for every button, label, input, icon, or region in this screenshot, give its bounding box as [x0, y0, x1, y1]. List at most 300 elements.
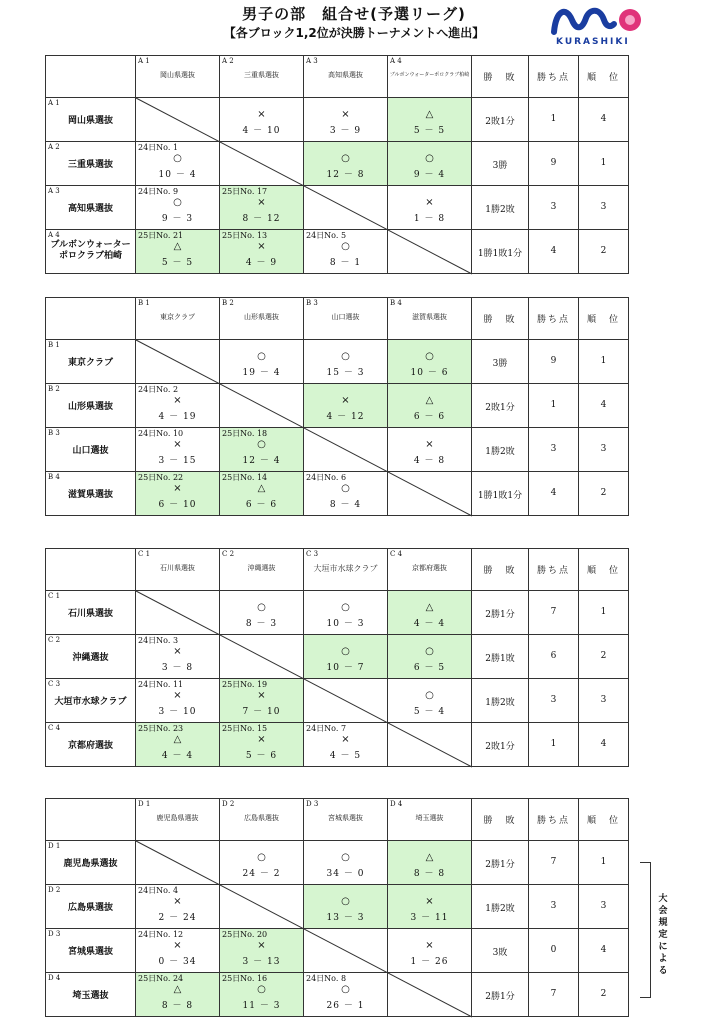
self-match-cell: [388, 723, 472, 767]
match-result-cell: [388, 186, 472, 230]
team-name-cell: [46, 428, 136, 472]
kurashiki-logo-icon: [548, 2, 648, 48]
points-cell: [529, 142, 579, 186]
record-cell: [472, 384, 529, 428]
result-mark: △: [425, 395, 434, 406]
header-team-name: 沖縄選抜: [247, 564, 276, 572]
points-cell: [529, 635, 579, 679]
points-value: 9: [550, 356, 557, 366]
match-result-cell: [220, 472, 304, 516]
self-match-cell: [304, 679, 388, 723]
result-mark: ×: [173, 896, 182, 907]
team-name-cell: [46, 929, 136, 973]
record-cell: [472, 885, 529, 929]
self-match-cell: [388, 973, 472, 1017]
rank-value: 3: [600, 695, 607, 705]
header-team-cell: [304, 56, 388, 98]
record-cell: [472, 679, 529, 723]
match-result-cell: [304, 98, 388, 142]
league-table-block-3: [45, 548, 629, 767]
game-number: 25日No. 24: [138, 974, 184, 983]
self-match-cell: [388, 230, 472, 274]
stat-header-cell: [529, 56, 579, 98]
stat-header-label: 勝ち点: [536, 315, 570, 325]
points-cell: [529, 230, 579, 274]
rank-value: 3: [600, 901, 607, 911]
game-number: 25日No. 15: [222, 724, 268, 733]
stat-header-label: 順 位: [586, 816, 620, 826]
game-number: 25日No. 23: [138, 724, 184, 733]
match-score: 6 － 6: [413, 412, 446, 422]
match-score: 9 － 3: [161, 214, 194, 224]
team-code: B 1: [48, 341, 60, 349]
match-result-cell: [304, 591, 388, 635]
match-result-cell: [304, 973, 388, 1017]
game-number: 24日No. 2: [138, 385, 179, 394]
header-team-name: 岡山県選抜: [160, 71, 195, 79]
result-mark: ○: [257, 984, 266, 995]
match-score: 4 － 12: [326, 412, 365, 422]
stat-header-label: 勝 敗: [483, 816, 517, 826]
team-name-cell: [46, 635, 136, 679]
result-mark: ×: [257, 734, 266, 745]
stat-header-label: 勝 敗: [483, 73, 517, 83]
win-loss-record: 1勝2敗: [485, 904, 515, 914]
result-mark: △: [173, 241, 182, 252]
team-name: 埼玉選抜: [72, 991, 109, 1001]
match-result-cell: [136, 230, 220, 274]
self-match-cell: [220, 384, 304, 428]
points-cell: [529, 885, 579, 929]
points-value: 4: [550, 488, 557, 498]
team-name: 京都府選抜: [67, 741, 113, 751]
result-mark: ○: [341, 602, 350, 613]
win-loss-record: 1勝1敗1分: [477, 249, 523, 259]
match-score: 4 － 9: [245, 258, 278, 268]
team-name-cell: [46, 885, 136, 929]
result-mark: ○: [341, 646, 350, 657]
team-code: B 4: [48, 473, 60, 481]
match-score: 12 － 8: [326, 170, 365, 180]
match-score: 3 － 15: [158, 456, 197, 466]
result-mark: △: [257, 483, 266, 494]
match-result-cell: [220, 340, 304, 384]
header-team-name: 京都府選抜: [412, 564, 447, 572]
game-number: 25日No. 21: [138, 231, 184, 240]
team-code: C 3: [306, 550, 319, 558]
team-code: C 4: [48, 724, 61, 732]
team-code: D 2: [222, 800, 235, 808]
team-code: A 4: [48, 231, 60, 239]
result-mark: ○: [341, 896, 350, 907]
self-match-cell: [388, 472, 472, 516]
result-mark: ○: [257, 602, 266, 613]
game-number: 24日No. 4: [138, 886, 179, 895]
game-number: 25日No. 17: [222, 187, 268, 196]
self-match-cell: [220, 635, 304, 679]
team-name: 広島県選抜: [67, 903, 113, 913]
record-cell: [472, 428, 529, 472]
match-score: 11 － 3: [242, 1001, 281, 1011]
match-score: 8 － 3: [245, 619, 278, 629]
stat-header-label: 順 位: [586, 73, 620, 83]
rank-cell: [579, 723, 629, 767]
match-score: 4 － 8: [413, 456, 446, 466]
points-value: 3: [550, 444, 557, 454]
stat-header-cell: [579, 799, 629, 841]
stat-header-cell: [472, 298, 529, 340]
game-number: 25日No. 13: [222, 231, 268, 240]
result-mark: ×: [341, 109, 350, 120]
match-result-cell: [388, 885, 472, 929]
match-result-cell: [304, 340, 388, 384]
team-code: C 1: [138, 550, 151, 558]
win-loss-record: 1勝2敗: [485, 447, 515, 457]
points-value: 9: [550, 158, 557, 168]
team-name-cell: [46, 98, 136, 142]
match-score: 9 － 4: [413, 170, 446, 180]
match-result-cell: [136, 428, 220, 472]
game-number: 25日No. 20: [222, 930, 268, 939]
league-table-block-2: [45, 297, 629, 516]
team-name: ブルボンウォーター ポロクラブ柏崎: [50, 240, 131, 261]
win-loss-record: 2敗1分: [485, 742, 515, 752]
team-code: D 3: [306, 800, 319, 808]
points-value: 4: [550, 246, 557, 256]
rank-cell: [579, 142, 629, 186]
team-code: C 1: [48, 592, 61, 600]
header-team-name: 東京クラブ: [160, 313, 195, 321]
match-score: 10 － 3: [326, 619, 365, 629]
record-cell: [472, 186, 529, 230]
record-cell: [472, 635, 529, 679]
win-loss-record: 2勝1分: [485, 860, 515, 870]
result-mark: ○: [257, 351, 266, 362]
match-result-cell: [136, 472, 220, 516]
match-result-cell: [388, 841, 472, 885]
game-number: 24日No. 3: [138, 636, 179, 645]
points-cell: [529, 929, 579, 973]
league-table-block-4: [45, 798, 629, 1017]
team-code: B 3: [48, 429, 60, 437]
match-score: 4 － 4: [161, 751, 194, 761]
points-value: 0: [550, 945, 557, 955]
win-loss-record: 3勝: [492, 359, 508, 369]
match-score: 10 － 7: [326, 663, 365, 673]
team-code: A 1: [48, 99, 60, 107]
result-mark: ○: [341, 984, 350, 995]
match-result-cell: [304, 384, 388, 428]
match-score: 8 － 1: [329, 258, 362, 268]
header-team-name: 山形県選抜: [244, 313, 279, 321]
rank-cell: [579, 973, 629, 1017]
match-score: 1 － 8: [413, 214, 446, 224]
rank-value: 4: [600, 945, 607, 955]
points-value: 7: [550, 607, 557, 617]
header-team-cell: [136, 549, 220, 591]
points-value: 3: [550, 695, 557, 705]
match-result-cell: [388, 142, 472, 186]
points-cell: [529, 723, 579, 767]
diagonal-line: [136, 591, 219, 634]
rank-cell: [579, 841, 629, 885]
header-team-name: 大垣市水球クラブ: [313, 564, 378, 573]
self-match-cell: [304, 186, 388, 230]
record-cell: [472, 142, 529, 186]
match-score: 8 － 8: [413, 869, 446, 879]
record-cell: [472, 98, 529, 142]
team-name-cell: [46, 973, 136, 1017]
self-match-cell: [304, 428, 388, 472]
rank-value: 3: [600, 444, 607, 454]
match-result-cell: [136, 384, 220, 428]
win-loss-record: 2勝1分: [485, 992, 515, 1002]
header-team-name: 山口選抜: [331, 313, 360, 321]
stat-header-cell: [472, 56, 529, 98]
match-result-cell: [220, 98, 304, 142]
header-team-cell: [388, 56, 472, 98]
result-mark: ×: [257, 109, 266, 120]
match-result-cell: [304, 142, 388, 186]
team-name: 石川県選抜: [67, 609, 113, 619]
points-cell: [529, 384, 579, 428]
team-name: 山形県選抜: [67, 402, 113, 412]
match-result-cell: [304, 635, 388, 679]
rank-cell: [579, 591, 629, 635]
team-name-cell: [46, 472, 136, 516]
match-score: 12 － 4: [242, 456, 281, 466]
result-mark: ○: [341, 483, 350, 494]
stat-header-cell: [529, 799, 579, 841]
result-mark: △: [173, 984, 182, 995]
header-team-name: 鹿児島県選抜: [156, 814, 199, 822]
diagonal-line: [136, 340, 219, 383]
rank-value: 1: [600, 158, 607, 168]
header-team-name: ブルボンウォーターポロクラブ柏崎: [389, 72, 470, 78]
match-score: 1 － 26: [410, 957, 449, 967]
match-score: 3 － 8: [161, 663, 194, 673]
rank-value: 2: [600, 246, 607, 256]
rank-cell: [579, 230, 629, 274]
match-score: 3 － 10: [158, 707, 197, 717]
match-result-cell: [388, 635, 472, 679]
result-mark: ×: [341, 734, 350, 745]
result-mark: ○: [425, 351, 434, 362]
self-match-cell: [220, 142, 304, 186]
header-team-name: 高知県選抜: [328, 71, 363, 79]
result-mark: ×: [341, 395, 350, 406]
header-team-cell: [304, 298, 388, 340]
record-cell: [472, 973, 529, 1017]
points-value: 7: [550, 989, 557, 999]
result-mark: ×: [173, 940, 182, 951]
game-number: 25日No. 18: [222, 429, 268, 438]
result-mark: ○: [341, 153, 350, 164]
match-result-cell: [388, 98, 472, 142]
points-cell: [529, 186, 579, 230]
result-mark: ○: [341, 351, 350, 362]
game-number: 24日No. 6: [306, 473, 347, 482]
game-number: 25日No. 19: [222, 680, 268, 689]
result-mark: ○: [425, 646, 434, 657]
team-name-cell: [46, 384, 136, 428]
kurashiki-logo: [548, 2, 648, 48]
match-result-cell: [220, 679, 304, 723]
record-cell: [472, 472, 529, 516]
points-value: 7: [550, 857, 557, 867]
team-code: B 3: [306, 299, 318, 307]
match-score: 5 － 6: [245, 751, 278, 761]
self-match-cell: [136, 841, 220, 885]
win-loss-record: 3敗: [492, 948, 508, 958]
match-result-cell: [136, 142, 220, 186]
team-code: A 4: [390, 57, 402, 65]
stat-header-label: 勝ち点: [536, 73, 570, 83]
team-name-cell: [46, 230, 136, 274]
self-match-cell: [220, 885, 304, 929]
stat-header-label: 勝 敗: [483, 315, 517, 325]
corner-cell: [46, 549, 136, 591]
match-score: 4 － 5: [329, 751, 362, 761]
game-number: 24日No. 11: [138, 680, 184, 689]
header-team-name: 埼玉選抜: [415, 814, 444, 822]
stat-header-label: 順 位: [586, 315, 620, 325]
header-team-cell: [136, 298, 220, 340]
match-result-cell: [388, 428, 472, 472]
win-loss-record: 1勝2敗: [485, 205, 515, 215]
points-cell: [529, 428, 579, 472]
self-match-cell: [304, 929, 388, 973]
header-team-name: 滋賀県選抜: [412, 313, 447, 321]
match-result-cell: [388, 340, 472, 384]
team-code: A 1: [138, 57, 150, 65]
game-number: 25日No. 14: [222, 473, 268, 482]
team-code: D 1: [48, 842, 61, 850]
stat-header-cell: [579, 298, 629, 340]
header-team-cell: [136, 799, 220, 841]
game-number: 24日No. 5: [306, 231, 347, 240]
match-score: 4 － 4: [413, 619, 446, 629]
match-result-cell: [220, 428, 304, 472]
match-score: 8 － 8: [161, 1001, 194, 1011]
game-number: 24日No. 9: [138, 187, 179, 196]
match-result-cell: [388, 679, 472, 723]
points-cell: [529, 340, 579, 384]
match-score: 0 － 34: [158, 957, 197, 967]
game-number: 25日No. 22: [138, 473, 184, 482]
match-result-cell: [220, 973, 304, 1017]
rank-cell: [579, 472, 629, 516]
match-result-cell: [136, 679, 220, 723]
note-bracket: [640, 862, 651, 998]
match-result-cell: [304, 841, 388, 885]
result-mark: ×: [173, 483, 182, 494]
match-score: 3 － 11: [410, 913, 449, 923]
result-mark: △: [425, 602, 434, 613]
match-score: 7 － 10: [242, 707, 281, 717]
match-score: 19 － 4: [242, 368, 281, 378]
team-name: 滋賀県選抜: [67, 490, 113, 500]
rank-cell: [579, 885, 629, 929]
win-loss-record: 2勝1分: [485, 610, 515, 620]
tiebreak-note: 大会規定による: [658, 894, 668, 976]
match-result-cell: [136, 723, 220, 767]
rank-value: 1: [600, 857, 607, 867]
team-code: C 2: [222, 550, 235, 558]
points-value: 6: [550, 651, 557, 661]
rank-cell: [579, 186, 629, 230]
points-value: 3: [550, 901, 557, 911]
match-result-cell: [220, 841, 304, 885]
points-value: 3: [550, 202, 557, 212]
points-cell: [529, 98, 579, 142]
match-score: 8 － 4: [329, 500, 362, 510]
team-name: 東京クラブ: [67, 358, 113, 368]
match-result-cell: [136, 973, 220, 1017]
team-name-cell: [46, 723, 136, 767]
diagonal-line: [136, 98, 219, 141]
rank-value: 1: [600, 356, 607, 366]
rank-cell: [579, 635, 629, 679]
match-score: 34 － 0: [326, 869, 365, 879]
corner-cell: [46, 56, 136, 98]
match-score: 3 － 9: [329, 126, 362, 136]
result-mark: ○: [173, 197, 182, 208]
team-code: C 2: [48, 636, 61, 644]
header-team-cell: [220, 549, 304, 591]
result-mark: △: [425, 109, 434, 120]
team-code: B 4: [390, 299, 402, 307]
header-team-cell: [220, 298, 304, 340]
kurashiki-logo-text: KURASHIKI: [556, 37, 630, 47]
game-number: 24日No. 8: [306, 974, 347, 983]
win-loss-record: 2敗1分: [485, 403, 515, 413]
stat-header-label: 勝 敗: [483, 566, 517, 576]
stat-header-cell: [472, 549, 529, 591]
team-name: 山口選抜: [72, 446, 109, 456]
header-team-cell: [220, 56, 304, 98]
match-score: 5 － 4: [413, 707, 446, 717]
game-number: 24日No. 10: [138, 429, 184, 438]
rank-value: 2: [600, 651, 607, 661]
game-number: 24日No. 12: [138, 930, 184, 939]
league-table-block-1: [45, 55, 629, 274]
team-code: A 2: [222, 57, 234, 65]
stat-header-cell: [472, 799, 529, 841]
match-score: 6 － 6: [245, 500, 278, 510]
result-mark: ×: [257, 940, 266, 951]
result-mark: ×: [425, 896, 434, 907]
self-match-cell: [136, 98, 220, 142]
match-score: 10 － 4: [158, 170, 197, 180]
match-score: 6 － 5: [413, 663, 446, 673]
record-cell: [472, 230, 529, 274]
match-score: 3 － 13: [242, 957, 281, 967]
team-code: D 3: [48, 930, 61, 938]
record-cell: [472, 591, 529, 635]
team-code: D 1: [138, 800, 151, 808]
rank-cell: [579, 929, 629, 973]
header-team-cell: [136, 56, 220, 98]
match-result-cell: [136, 635, 220, 679]
match-result-cell: [220, 186, 304, 230]
team-code: B 1: [138, 299, 150, 307]
self-match-cell: [136, 340, 220, 384]
rank-value: 4: [600, 739, 607, 749]
result-mark: ×: [257, 197, 266, 208]
match-result-cell: [220, 591, 304, 635]
result-mark: ○: [341, 852, 350, 863]
